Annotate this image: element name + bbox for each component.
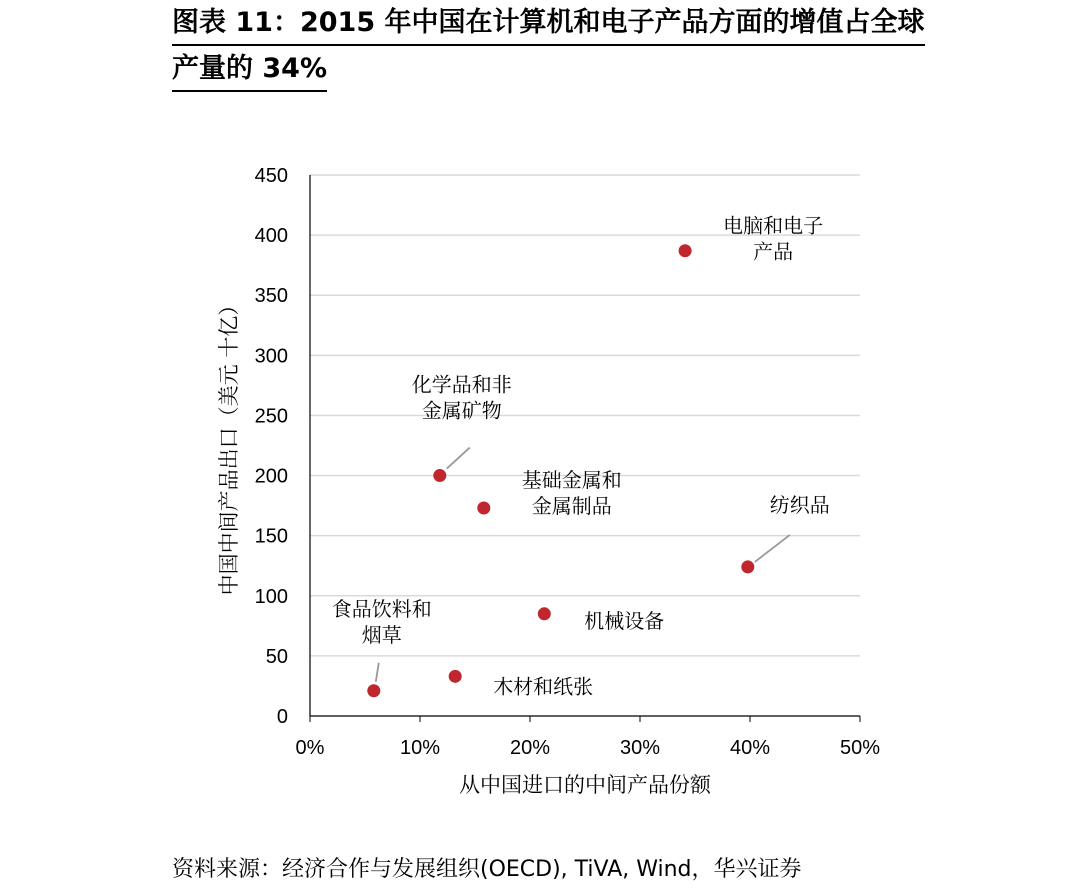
data-point xyxy=(679,244,692,257)
x-tick-label: 30% xyxy=(619,737,661,759)
x-tick-label: 50% xyxy=(839,737,881,759)
point-label: 木材和纸张 xyxy=(493,674,594,699)
y-axis-ticks xyxy=(255,165,288,728)
y-tick-label: 350 xyxy=(254,285,288,308)
data-point xyxy=(538,607,551,620)
y-tick-label: 250 xyxy=(254,405,288,428)
point-label: 化学品和非 xyxy=(411,372,512,397)
x-tick-label: 20% xyxy=(509,737,551,759)
data-point xyxy=(449,670,462,683)
point-label: 食品饮料和 xyxy=(331,596,432,621)
x-axis-ticks xyxy=(296,716,881,759)
point-labels xyxy=(332,214,830,699)
leader-line xyxy=(447,448,470,469)
data-point xyxy=(741,560,754,573)
point-label: 金属制品 xyxy=(531,494,612,519)
y-tick-label: 400 xyxy=(254,225,288,248)
y-tick-label: 50 xyxy=(265,645,288,668)
x-tick-label: 0% xyxy=(295,737,325,759)
x-tick-label: 10% xyxy=(399,737,441,759)
chart-title-line-2: 产量的 34% xyxy=(172,52,327,92)
source-note: 资料来源：经济合作与发展组织(OECD), TiVA, Wind，华兴证券 xyxy=(172,857,802,882)
leader-line xyxy=(755,535,790,562)
chart-title-line-1: 图表 11：2015 年中国在计算机和电子产品方面的增值占全球 xyxy=(172,6,925,46)
point-label: 基础金属和 xyxy=(521,468,622,493)
y-tick-label: 200 xyxy=(254,465,288,488)
y-tick-label: 300 xyxy=(254,345,288,368)
y-tick-label: 0 xyxy=(276,706,288,728)
y-tick-label: 100 xyxy=(254,585,288,608)
x-axis-label: 从中国进口的中间产品份额 xyxy=(459,773,711,797)
leader-line xyxy=(376,663,379,682)
y-tick-label: 450 xyxy=(254,165,288,187)
point-label: 产品 xyxy=(753,239,794,264)
point-label: 金属矿物 xyxy=(421,398,502,423)
data-point xyxy=(477,502,490,515)
point-label: 机械设备 xyxy=(584,608,665,633)
point-label: 纺织品 xyxy=(769,492,830,517)
point-label: 电脑和电子 xyxy=(723,213,824,238)
data-point xyxy=(433,469,446,482)
data-point xyxy=(367,684,380,697)
y-axis-label: 中国中间产品出口（美元 十亿） xyxy=(217,294,241,596)
point-label: 烟草 xyxy=(361,622,402,647)
y-tick-label: 150 xyxy=(254,525,288,548)
x-tick-label: 40% xyxy=(729,737,771,759)
